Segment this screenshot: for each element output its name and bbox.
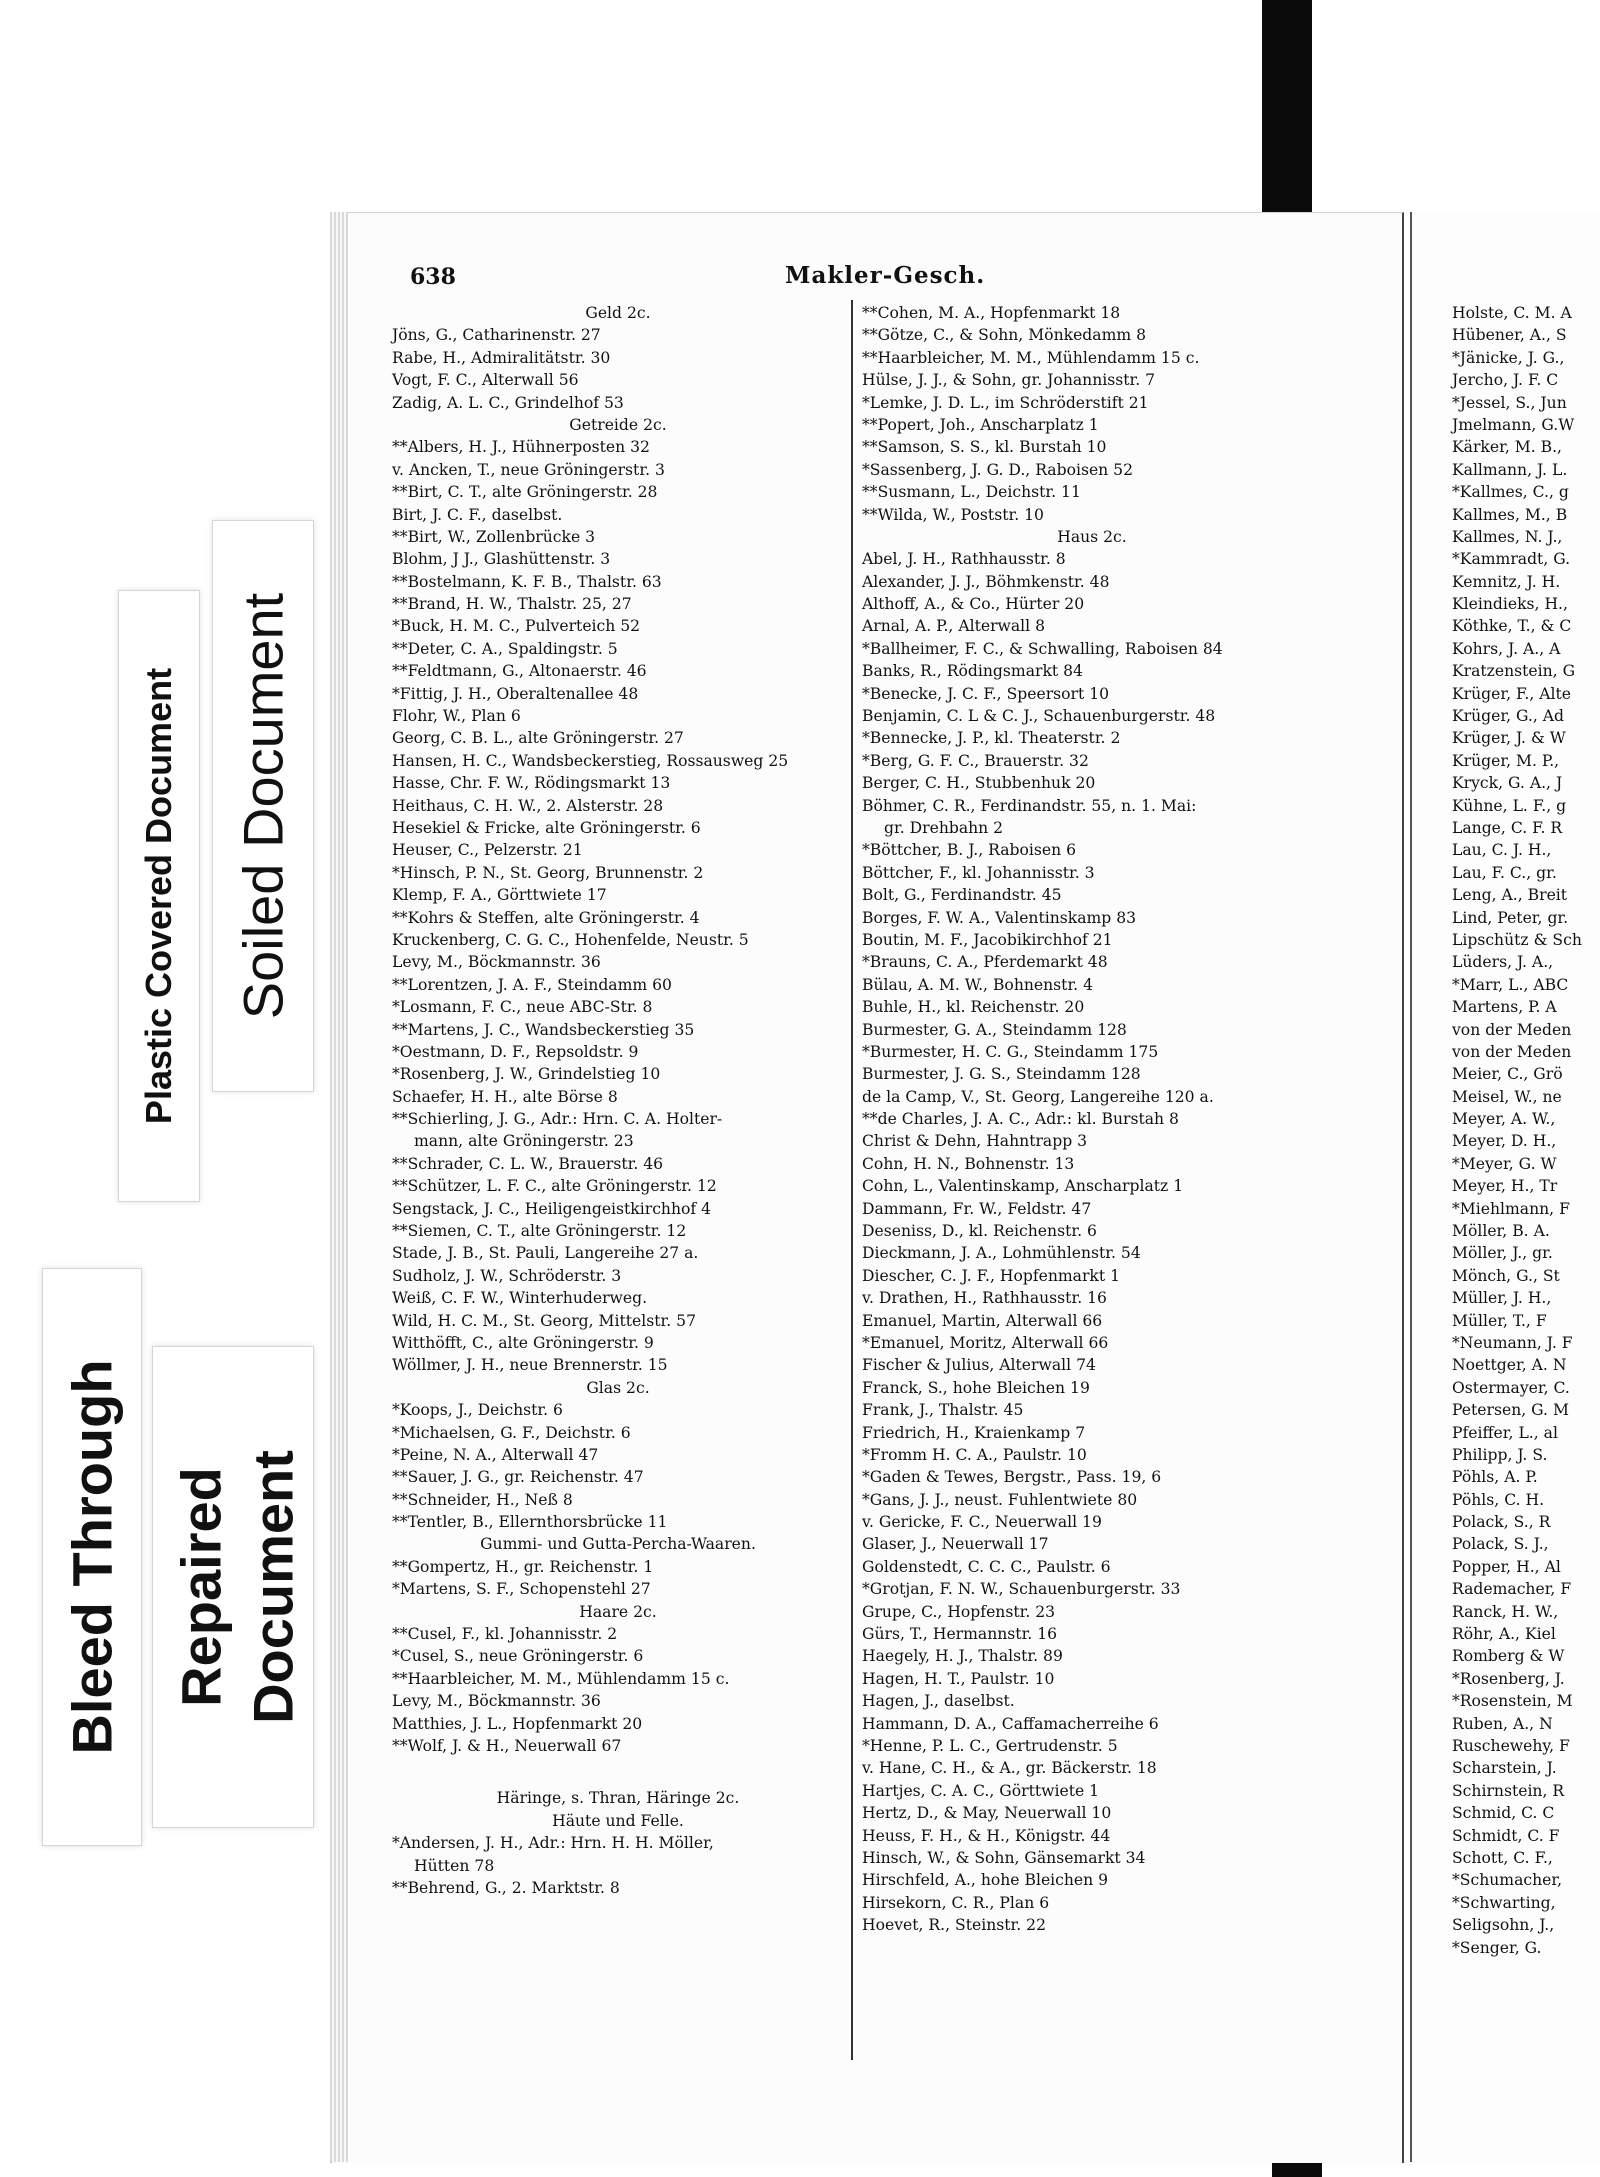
directory-entry: **Bostelmann, K. F. B., Thalstr. 63 (392, 572, 662, 591)
directory-entry: Pöhls, C. H. (1452, 1490, 1545, 1509)
directory-entry: Dammann, Fr. W., Feldstr. 47 (862, 1199, 1092, 1218)
directory-entry: Birt, J. C. F., daselbst. (392, 505, 563, 524)
directory-entry: Kryck, G. A., J (1452, 774, 1563, 793)
directory-entry: Kohrs, J. A., A (1452, 639, 1561, 658)
directory-entry: Hertz, D., & May, Neuerwall 10 (862, 1804, 1112, 1823)
directory-entry: Müller, J. H., (1452, 1289, 1552, 1308)
directory-entry: Holste, C. M. A (1452, 304, 1572, 322)
directory-entry: Hesekiel & Fricke, alte Gröningerstr. 6 (392, 818, 701, 837)
directory-entry (392, 1757, 844, 1787)
directory-entry: Hütten 78 (414, 1856, 495, 1875)
plastic-covered-label (118, 590, 200, 1202)
right-column (1452, 302, 1582, 1959)
directory-entry: **Lorentzen, J. A. F., Steindamm 60 (392, 975, 672, 994)
section-heading: Gummi- und Gutta-Percha-Waaren. (480, 1535, 756, 1554)
directory-entry: Meyer, H., Tr (1452, 1177, 1558, 1196)
directory-entry: Schmidt, C. F (1452, 1826, 1560, 1845)
directory-entry: Lüders, J. A., (1452, 953, 1554, 972)
directory-entry: Friedrich, H., Kraienkamp 7 (862, 1423, 1086, 1442)
directory-entry: **Sauer, J. G., gr. Reichenstr. 47 (392, 1468, 644, 1487)
directory-entry: Berger, C. H., Stubbenhuk 20 (862, 774, 1096, 793)
directory-entry: Grupe, C., Hopfenstr. 23 (862, 1602, 1056, 1621)
section-heading: Häute und Felle. (552, 1811, 684, 1830)
middle-column (862, 302, 1322, 1937)
directory-entry: *Andersen, J. H., Adr.: Hrn. H. H. Möller, (392, 1834, 714, 1853)
directory-entry: **Deter, C. A., Spaldingstr. 5 (392, 639, 618, 658)
directory-entry: Lau, F. C., gr. (1452, 863, 1557, 882)
directory-entry: **Götze, C., & Sohn, Mönkedamm 8 (862, 326, 1147, 345)
document-text: Document (241, 1450, 305, 1724)
directory-entry: Dieckmann, J. A., Lohmühlenstr. 54 (862, 1244, 1141, 1263)
directory-entry: Möller, B. A. (1452, 1222, 1550, 1241)
directory-entry: **Birt, C. T., alte Gröningerstr. 28 (392, 483, 658, 502)
directory-entry: Kruckenberg, C. G. C., Hohenfelde, Neustr. 5 (392, 930, 749, 949)
directory-entry: *Peine, N. A., Alterwall 47 (392, 1445, 599, 1464)
directory-entry: Diescher, C. J. F., Hopfenmarkt 1 (862, 1266, 1121, 1285)
directory-entry: Hansen, H. C., Wandsbeckerstieg, Rossausweg 25 (392, 751, 789, 770)
directory-entry: **Haarbleicher, M. M., Mühlendamm 15 c. (862, 348, 1200, 367)
directory-entry: *Schumacher, (1452, 1871, 1563, 1890)
directory-entry: **Schneider, H., Neß 8 (392, 1490, 573, 1509)
directory-entry: **Schierling, J. G., Adr.: Hrn. C. A. Holter- (392, 1110, 723, 1129)
directory-entry: Jöns, G., Catharinenstr. 27 (392, 326, 601, 345)
directory-entry: Petersen, G. M (1452, 1401, 1569, 1420)
directory-entry: Fischer & Julius, Alterwall 74 (862, 1356, 1096, 1375)
directory-entry: Meisel, W., ne (1452, 1087, 1562, 1106)
directory-entry: Georg, C. B. L., alte Gröningerstr. 27 (392, 729, 684, 748)
directory-entry: *Grotjan, F. N. W., Schauenburgerstr. 33 (862, 1580, 1181, 1599)
directory-entry: Kemnitz, J. H. (1452, 572, 1561, 591)
directory-entry: Jmelmann, G.W (1452, 415, 1575, 434)
directory-entry: Noettger, A. N (1452, 1356, 1567, 1375)
directory-entry: **Martens, J. C., Wandsbeckerstieg 35 (392, 1020, 695, 1039)
directory-entry: Mönch, G., St (1452, 1266, 1560, 1285)
directory-entry: *Fittig, J. H., Oberaltenallee 48 (392, 684, 639, 703)
directory-entry: Pöhls, A. P. (1452, 1468, 1538, 1487)
directory-entry: Schmid, C. C (1452, 1804, 1555, 1823)
directory-entry: Weiß, C. F. W., Winterhuderweg. (392, 1289, 648, 1308)
directory-entry: Rademacher, F (1452, 1580, 1572, 1599)
directory-entry: Wild, H. C. M., St. Georg, Mittelstr. 57 (392, 1311, 697, 1330)
directory-entry: Ostermayer, C. (1452, 1378, 1570, 1397)
section-heading: Haare 2c. (579, 1602, 657, 1621)
directory-entry: *Martens, S. F., Schopenstehl 27 (392, 1580, 651, 1599)
directory-entry: Schott, C. F., (1452, 1848, 1553, 1867)
directory-entry: Kleindieks, H., (1452, 595, 1568, 614)
directory-entry: Jercho, J. F. C (1452, 371, 1559, 390)
directory-entry: Ruben, A., N (1452, 1714, 1553, 1733)
directory-entry: Krüger, G., Ad (1452, 707, 1565, 726)
plastic-covered-text: Plastic Covered Document (138, 667, 179, 1125)
directory-entry: Pfeiffer, L., al (1452, 1423, 1558, 1442)
directory-entry: Borges, F. W. A., Valentinskamp 83 (862, 908, 1137, 927)
directory-entry: Goldenstedt, C. C. C., Paulstr. 6 (862, 1557, 1111, 1576)
directory-entry: Christ & Dehn, Hahntrapp 3 (862, 1132, 1088, 1151)
directory-entry: *Neumann, J. F (1452, 1333, 1573, 1352)
directory-entry: Franck, S., hohe Bleichen 19 (862, 1378, 1090, 1397)
directory-entry: **Siemen, C. T., alte Gröningerstr. 12 (392, 1222, 687, 1241)
directory-entry: *Meyer, G. W (1452, 1154, 1557, 1173)
directory-entry: Schaefer, H. H., alte Börse 8 (392, 1087, 618, 1106)
black-band-top (1262, 0, 1312, 212)
directory-entry: Cohn, L., Valentinskamp, Anscharplatz 1 (862, 1177, 1184, 1196)
directory-entry: Martens, P. A (1452, 998, 1557, 1017)
directory-entry: Scharstein, J. (1452, 1759, 1557, 1778)
directory-entry: Böhmer, C. R., Ferdinandstr. 55, n. 1. Mai: (862, 796, 1197, 815)
directory-entry: Lipschütz & Sch (1452, 930, 1582, 949)
repaired-text: Repaired (169, 1467, 233, 1707)
directory-entry: **Gompertz, H., gr. Reichenstr. 1 (392, 1557, 654, 1576)
directory-entry: de la Camp, V., St. Georg, Langereihe 120 a. (862, 1087, 1214, 1106)
directory-entry: Levy, M., Böckmannstr. 36 (392, 953, 601, 972)
directory-entry: Hagen, H. T., Paulstr. 10 (862, 1669, 1055, 1688)
directory-entry: Bolt, G., Ferdinandstr. 45 (862, 886, 1062, 905)
directory-entry: Benjamin, C. L & C. J., Schauenburgerstr. 48 (862, 707, 1216, 726)
directory-entry: Abel, J. H., Rathhausstr. 8 (862, 550, 1066, 569)
directory-entry: *Burmester, H. C. G., Steindamm 175 (862, 1042, 1159, 1061)
directory-entry: Bülau, A. M. W., Bohnenstr. 4 (862, 975, 1094, 994)
directory-entry: Levy, M., Böckmannstr. 36 (392, 1692, 601, 1711)
directory-entry: Kühne, L. F., g (1452, 796, 1567, 815)
directory-entry: Stade, J. B., St. Pauli, Langereihe 27 a. (392, 1244, 699, 1263)
directory-entry: Lange, C. F. R (1452, 818, 1563, 837)
directory-entry: *Michaelsen, G. F., Deichstr. 6 (392, 1423, 631, 1442)
directory-entry: v. Hane, C. H., & A., gr. Bäckerstr. 18 (862, 1759, 1157, 1778)
repaired-document-label (152, 1346, 314, 1828)
directory-entry: **de Charles, J. A. C., Adr.: kl. Burstah 8 (862, 1110, 1179, 1129)
directory-entry: *Kallmes, C., g (1452, 483, 1569, 502)
directory-entry: Seligsohn, J., (1452, 1916, 1555, 1935)
directory-entry: **Schrader, C. L. W., Brauerstr. 46 (392, 1154, 664, 1173)
directory-entry: Alexander, J. J., Böhmkenstr. 48 (862, 572, 1110, 591)
directory-entry: Deseniss, D., kl. Reichenstr. 6 (862, 1222, 1097, 1241)
directory-entry: Haegely, H. J., Thalstr. 89 (862, 1647, 1063, 1666)
directory-entry: *Schwarting, (1452, 1893, 1556, 1912)
directory-entry: Blohm, J J., Glashüttenstr. 3 (392, 550, 611, 569)
directory-entry: *Emanuel, Moritz, Alterwall 66 (862, 1333, 1109, 1352)
directory-entry: Krüger, M. P., (1452, 751, 1560, 770)
directory-entry: Meyer, D. H., (1452, 1132, 1557, 1151)
directory-entry: *Böttcher, B. J., Raboisen 6 (862, 841, 1077, 860)
directory-entry: v. Drathen, H., Rathhausstr. 16 (862, 1289, 1107, 1308)
directory-entry: *Brauns, C. A., Pferdemarkt 48 (862, 953, 1108, 972)
directory-entry: *Rosenberg, J. (1452, 1669, 1565, 1688)
directory-entry: **Susmann, L., Deichstr. 11 (862, 483, 1081, 502)
directory-entry: *Rosenberg, J. W., Grindelstieg 10 (392, 1065, 661, 1084)
directory-entry: *Henne, P. L. C., Gertrudenstr. 5 (862, 1737, 1118, 1755)
directory-entry: **Kohrs & Steffen, alte Gröningerstr. 4 (392, 908, 700, 927)
directory-entry: *Benecke, J. C. F., Speersort 10 (862, 684, 1110, 703)
directory-entry: *Buck, H. M. C., Pulverteich 52 (392, 617, 641, 636)
directory-entry: Cohn, H. N., Bohnenstr. 13 (862, 1154, 1075, 1173)
directory-entry: *Ballheimer, F. C., & Schwalling, Raboisen 84 (862, 639, 1223, 658)
directory-entry: Köthke, T., & C (1452, 617, 1572, 636)
directory-entry: Hübener, A., S (1452, 326, 1567, 345)
directory-entry: *Bennecke, J. P., kl. Theaterstr. 2 (862, 729, 1121, 748)
directory-entry: Meyer, A. W., (1452, 1110, 1556, 1129)
directory-entry: **Albers, H. J., Hühnerposten 32 (392, 438, 650, 457)
directory-entry: **Behrend, G., 2. Marktstr. 8 (392, 1878, 620, 1897)
directory-entry: *Losmann, F. C., neue ABC-Str. 8 (392, 998, 653, 1017)
directory-entry: Krüger, J. & W (1452, 729, 1566, 748)
directory-entry: **Schützer, L. F. C., alte Gröningerstr. 12 (392, 1177, 717, 1196)
directory-entry: Frank, J., Thalstr. 45 (862, 1401, 1024, 1420)
directory-entry: Popper, H., Al (1452, 1557, 1561, 1576)
directory-entry: **Popert, Joh., Anscharplatz 1 (862, 415, 1099, 434)
section-heading: Häringe, s. Thran, Häringe 2c. (496, 1789, 740, 1808)
directory-entry: Möller, J., gr. (1452, 1244, 1553, 1263)
directory-entry: Matthies, J. L., Hopfenmarkt 20 (392, 1714, 643, 1733)
directory-entry: *Kammradt, G. (1452, 550, 1571, 569)
section-heading: Getreide 2c. (569, 415, 667, 434)
section-heading: Haus 2c. (1057, 527, 1127, 546)
directory-entry: Ranck, H. W., (1452, 1602, 1559, 1621)
directory-entry: Meier, C., Grö (1452, 1065, 1563, 1084)
directory-entry: von der Meden (1452, 1042, 1572, 1061)
directory-entry: *Lemke, J. D. L., im Schröderstift 21 (862, 393, 1149, 412)
directory-entry: Müller, T., F (1452, 1311, 1547, 1330)
directory-entry: Althoff, A., & Co., Hürter 20 (862, 595, 1085, 614)
directory-entry: *Marr, L., ABC (1452, 975, 1569, 994)
directory-entry: Burmester, G. A., Steindamm 128 (862, 1020, 1127, 1039)
directory-entry: Heuser, C., Pelzerstr. 21 (392, 841, 583, 860)
directory-entry: Hirsekorn, C. R., Plan 6 (862, 1893, 1050, 1912)
directory-entry: Ruschewehy, F (1452, 1737, 1570, 1755)
directory-entry: *Hinsch, P. N., St. Georg, Brunnenstr. 2 (392, 863, 704, 882)
directory-entry: Emanuel, Martin, Alterwall 66 (862, 1311, 1103, 1330)
directory-entry: *Berg, G. F. C., Brauerstr. 32 (862, 751, 1089, 770)
directory-entry: **Wolf, J. & H., Neuerwall 67 (392, 1737, 622, 1755)
directory-entry: v. Ancken, T., neue Gröningerstr. 3 (392, 460, 665, 479)
directory-entry: *Gaden & Tewes, Bergstr., Pass. 19, 6 (862, 1468, 1162, 1487)
directory-entry: Leng, A., Breit (1452, 886, 1568, 905)
directory-entry: *Jessel, S., Jun (1452, 393, 1567, 412)
soiled-text: Soiled Document (231, 592, 295, 1020)
directory-entry: Vogt, F. C., Alterwall 56 (392, 371, 579, 390)
directory-entry: Gürs, T., Hermannstr. 16 (862, 1625, 1058, 1644)
directory-entry: Heithaus, C. H. W., 2. Alsterstr. 28 (392, 796, 664, 815)
left-column (392, 302, 844, 1899)
directory-entry: Klemp, F. A., Görttwiete 17 (392, 886, 607, 905)
page-edge (330, 212, 348, 2162)
directory-entry: Lind, Peter, gr. (1452, 908, 1569, 927)
directory-entry: *Fromm H. C. A., Paulstr. 10 (862, 1445, 1087, 1464)
directory-entry: mann, alte Gröningerstr. 23 (414, 1132, 634, 1151)
directory-entry: v. Gericke, F. C., Neuerwall 19 (862, 1513, 1102, 1532)
directory-entry: Flohr, W., Plan 6 (392, 707, 521, 726)
directory-entry: Hinsch, W., & Sohn, Gänsemarkt 34 (862, 1848, 1146, 1867)
directory-entry: Sudholz, J. W., Schröderstr. 3 (392, 1266, 622, 1285)
directory-entry: Schirnstein, R (1452, 1781, 1565, 1800)
directory-entry: Boutin, M. F., Jacobikirchhof 21 (862, 930, 1113, 949)
section-heading: Geld 2c. (585, 304, 651, 322)
page-number: 638 (410, 264, 456, 290)
directory-entry: Zadig, A. L. C., Grindelhof 53 (392, 393, 624, 412)
directory-entry: Banks, R., Rödingsmarkt 84 (862, 662, 1083, 681)
directory-entry: **Tentler, B., Ellernthorsbrücke 11 (392, 1513, 668, 1532)
directory-entry: Kallmes, N. J., (1452, 527, 1563, 546)
directory-entry: Hasse, Chr. F. W., Rödingsmarkt 13 (392, 774, 671, 793)
directory-entry: Hammann, D. A., Caffamacherreihe 6 (862, 1714, 1159, 1733)
directory-entry: Hoevet, R., Steinstr. 22 (862, 1916, 1047, 1935)
directory-entry: Lau, C. J. H., (1452, 841, 1552, 860)
directory-entry: Heuss, F. H., & H., Königstr. 44 (862, 1826, 1111, 1845)
directory-entry: Arnal, A. P., Alterwall 8 (862, 617, 1046, 636)
directory-entry: *Cusel, S., neue Gröningerstr. 6 (392, 1647, 644, 1666)
directory-entry: Hirschfeld, A., hohe Bleichen 9 (862, 1871, 1109, 1890)
directory-entry: **Brand, H. W., Thalstr. 25, 27 (392, 595, 632, 614)
directory-entry: *Oestmann, D. F., Repsoldstr. 9 (392, 1042, 639, 1061)
column-divider (851, 300, 853, 2060)
directory-entry: Kratzenstein, G (1452, 662, 1576, 681)
directory-entry: *Senger, G. (1452, 1938, 1542, 1957)
directory-entry: von der Meden (1452, 1020, 1572, 1039)
directory-entry: Sengstack, J. C., Heiligengeistkirchhof 4 (392, 1199, 712, 1218)
directory-entry: **Cusel, F., kl. Johannisstr. 2 (392, 1625, 618, 1644)
directory-entry: Kärker, M. B., (1452, 438, 1562, 457)
directory-entry: **Haarbleicher, M. M., Mühlendamm 15 c. (392, 1669, 730, 1688)
directory-entry: Wöllmer, J. H., neue Brennerstr. 15 (392, 1356, 668, 1375)
directory-entry: Kallmes, M., B (1452, 505, 1568, 524)
directory-entry: *Rosenstein, M (1452, 1692, 1573, 1711)
directory-entry: Hartjes, C. A. C., Görttwiete 1 (862, 1781, 1100, 1800)
directory-entry: Romberg & W (1452, 1647, 1565, 1666)
page-title: Makler-Gesch. (785, 262, 986, 289)
directory-entry: Glaser, J., Neuerwall 17 (862, 1535, 1049, 1554)
directory-entry: gr. Drehbahn 2 (884, 818, 1004, 837)
directory-entry: **Cohen, M. A., Hopfenmarkt 18 (862, 304, 1121, 322)
directory-entry: Philipp, J. S. (1452, 1445, 1548, 1464)
section-heading: Glas 2c. (586, 1378, 650, 1397)
directory-entry: *Sassenberg, J. G. D., Raboisen 52 (862, 460, 1134, 479)
directory-entry: Röhr, A., Kiel (1452, 1625, 1556, 1644)
directory-entry: Böttcher, F., kl. Johannisstr. 3 (862, 863, 1095, 882)
directory-entry: **Wilda, W., Poststr. 10 (862, 505, 1044, 524)
directory-entry: Polack, S. J., (1452, 1535, 1549, 1554)
directory-entry: *Jänicke, J. G., (1452, 348, 1565, 367)
directory-entry: Buhle, H., kl. Reichenstr. 20 (862, 998, 1085, 1017)
directory-entry: **Birt, W., Zollenbrücke 3 (392, 527, 596, 546)
directory-entry: **Feldtmann, G., Altonaerstr. 46 (392, 662, 647, 681)
directory-entry: Hagen, J., daselbst. (862, 1692, 1015, 1711)
directory-entry: Hülse, J. J., & Sohn, gr. Johannisstr. 7 (862, 371, 1156, 390)
directory-entry: *Koops, J., Deichstr. 6 (392, 1401, 563, 1420)
directory-entry: *Miehlmann, F (1452, 1199, 1570, 1218)
directory-entry: Rabe, H., Admiralitätstr. 30 (392, 348, 611, 367)
directory-entry: Burmester, J. G. S., Steindamm 128 (862, 1065, 1141, 1084)
bleed-through-text: Bleed Through (60, 1359, 124, 1755)
directory-entry: **Samson, S. S., kl. Burstah 10 (862, 438, 1107, 457)
directory-entry: Kallmann, J. L. (1452, 460, 1568, 479)
soiled-label (212, 520, 314, 1092)
directory-entry: Polack, S., R (1452, 1513, 1551, 1532)
directory-entry: *Gans, J. J., neust. Fuhlentwiete 80 (862, 1490, 1138, 1509)
directory-entry: Witthöfft, C., alte Gröningerstr. 9 (392, 1333, 654, 1352)
directory-entry: Krüger, F., Alte (1452, 684, 1572, 703)
bleed-through-label (42, 1268, 142, 1846)
